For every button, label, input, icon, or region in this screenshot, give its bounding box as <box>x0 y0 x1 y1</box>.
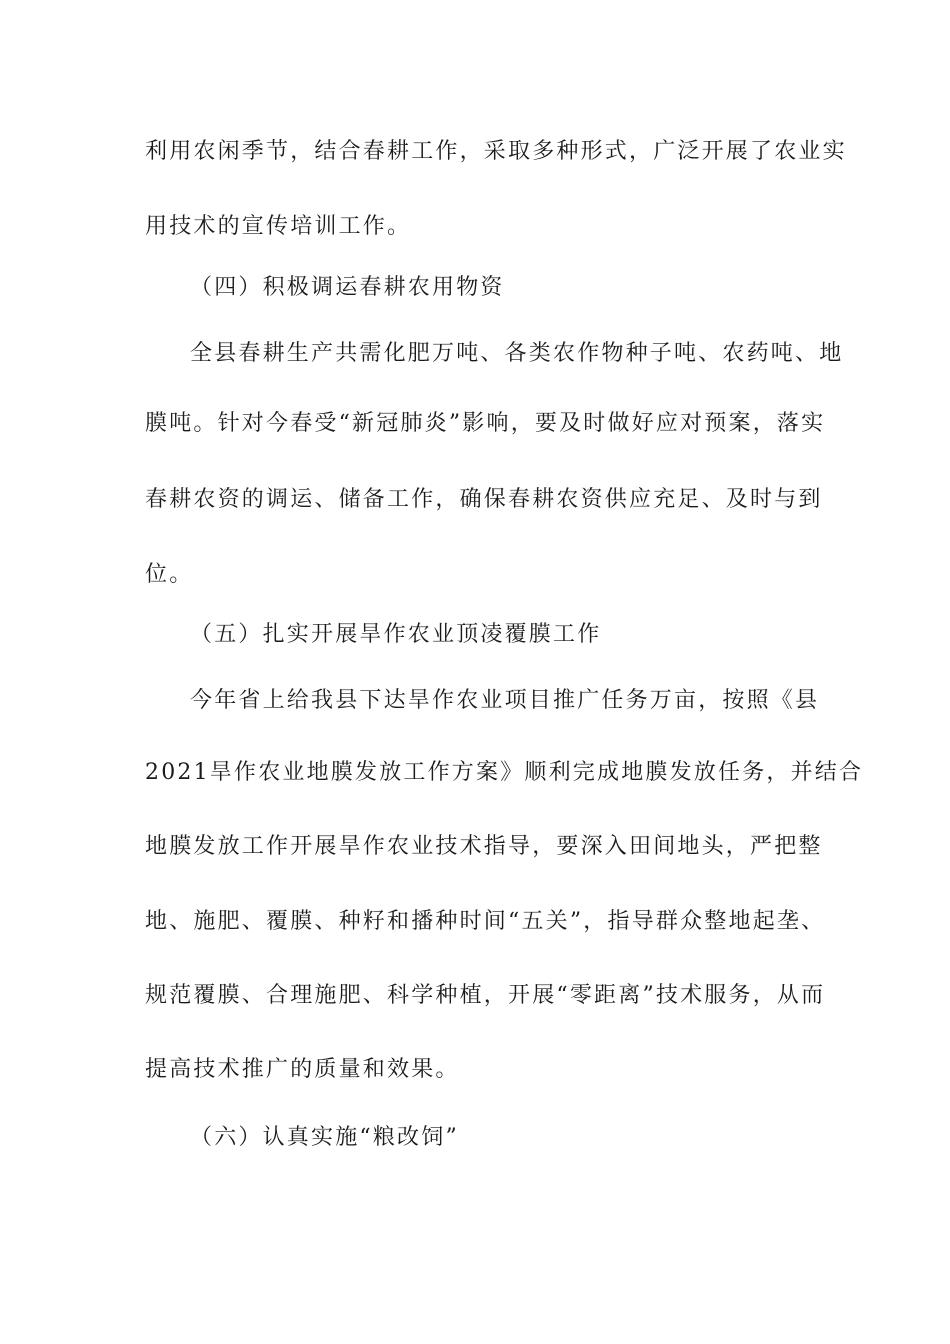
section-heading: （五）扎实开展旱作农业顶凌覆膜工作 <box>190 622 602 647</box>
paragraph-line: 利用农闲季节，结合春耕工作，采取多种形式，广泛开展了农业实 <box>145 139 847 164</box>
paragraph-line: 膜吨。针对今春受“新冠肺炎”影响，要及时做好应对预案，落实 <box>145 411 826 436</box>
paragraph-line: 位。 <box>145 562 194 587</box>
section-heading: （六）认真实施“粮改饲” <box>190 1125 459 1150</box>
paragraph-line: 提高技术推广的质量和效果。 <box>145 1057 460 1082</box>
paragraph-line: 全县春耕生产共需化肥万吨、各类农作物种子吨、农药吨、地 <box>190 341 844 366</box>
paragraph-line: 规范覆膜、合理施肥、科学种植，开展“零距离”技术服务，从而 <box>145 983 826 1008</box>
paragraph-line: 2021旱作农业地膜发放工作方案》顺利完成地膜发放任务，并结合 <box>145 760 864 785</box>
paragraph-line: 用技术的宣传培训工作。 <box>145 214 412 239</box>
paragraph-line: 地膜发放工作开展旱作农业技术指导，要深入田间地头，严把整 <box>145 834 823 859</box>
paragraph-line: 今年省上给我县下达旱作农业项目推广任务万亩，按照《县 <box>190 688 820 713</box>
paragraph-line: 春耕农资的调运、储备工作，确保春耕农资供应充足、及时与到 <box>145 487 823 512</box>
section-heading: （四）积极调运春耕农用物资 <box>190 275 505 300</box>
paragraph-line: 地、施肥、覆膜、种籽和播种时间“五关”，指导群众整地起垄、 <box>145 909 826 934</box>
